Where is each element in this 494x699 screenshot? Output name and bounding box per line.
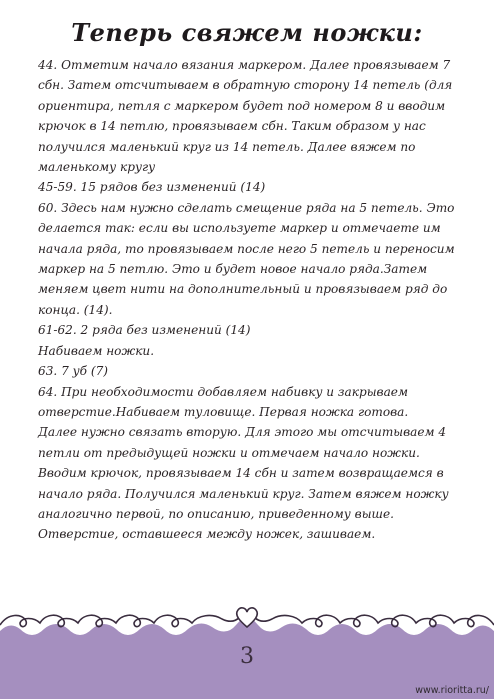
paragraph: 63. 7 уб (7) xyxy=(38,364,108,379)
paragraph: 44. Отметим начало вязания маркером. Далее провязываем 7 сбн. Затем отсчитываем в обратную сторону 14 петель (для ориентира, петля с маркером будет под номером 8 и вводим крючок в 14 петлю, провязываем сбн. Таким образом у нас получился маленький круг из 14 петель. Далее вяжем по маленькому кругу xyxy=(38,58,453,175)
paragraph: Набиваем ножки. xyxy=(38,343,155,358)
paragraph: Далее нужно связать вторую. Для этого мы отсчитываем 4 петли от предыдущей ножки и отмечаем начало ножки. Вводим крючок, провязываем 14 сбн и затем возвращаемся в начало ряда. Получился маленький круг. Затем вяжем ножку аналогично первой, по описанию, приведенному выше. xyxy=(38,425,449,521)
paragraph: 64. При необходимости добавляем набивку и закрываем отверстие.Набиваем туловище. Первая ножка готова. xyxy=(38,384,409,419)
paragraph: 45-59. 15 рядов без изменений (14) xyxy=(38,180,266,195)
paragraph: Отверстие, оставшееся между ножек, зашиваем. xyxy=(38,527,376,542)
paragraph: 61-62. 2 ряда без изменений (14) xyxy=(38,323,251,338)
page-number: 3 xyxy=(240,644,254,669)
paragraph: 60. Здесь нам нужно сделать смещение ряда на 5 петель. Это делается так: если вы используете маркер и отмечаете им начала ряда, то провязываем после него 5 петель и переносим маркер на 5 петлю. Это и будет новое начало ряда.Затем меняем цвет нити на дополнительный и провязываем ряд до конца. (14). xyxy=(38,200,455,317)
page-title: Теперь свяжем ножки: xyxy=(71,18,423,47)
watermark-url: www.rioritta.ru/ xyxy=(415,685,489,696)
instructions-text xyxy=(38,55,470,545)
